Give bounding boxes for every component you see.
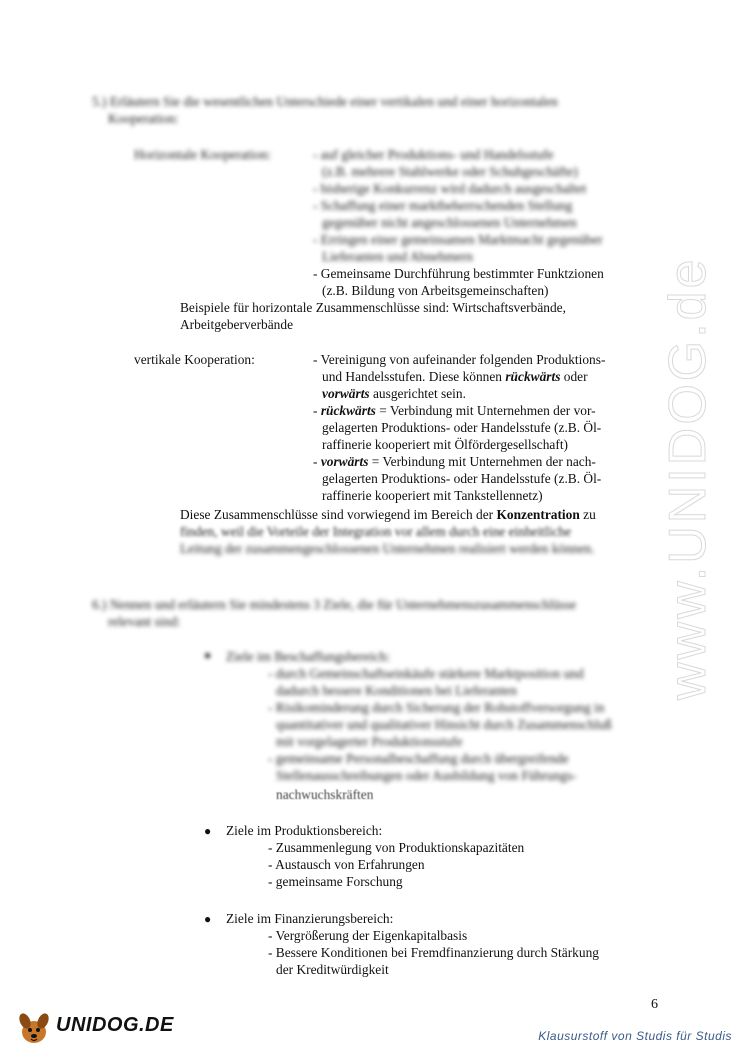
bullet-dot: ● [204,648,212,662]
horizontal-blur-line: - Erringen einer gemeinsamen Marktmacht gegenüber [313,232,603,247]
q5-heading-line1: 5.) Erläutern Sie die wesentlichen Unterschiede einer vertikalen und einer horizontalen [92,94,558,109]
bullet2-item: - gemeinsame Forschung [268,874,403,889]
vertical-point1-line2: und Handelsstufen. Diese können rückwärts oder [322,369,588,384]
bullet1-blur-line: quantitativer und qualitativer Hinsicht durch Zusammenschluß [276,717,612,732]
footer-slogan: Klausurstoff von Studis für Studis [538,1029,732,1043]
bullet3-item: - Vergrößerung der Eigenkapitalbasis [268,928,468,943]
unidog-logo [14,1008,184,1048]
bullet1-blur-line: mit vorgelagerter Produktionsstufe [276,734,463,749]
dog-icon [14,1008,54,1048]
horizontal-blur-line: gegenüber nicht angeschlossenen Unternehmen [322,215,577,230]
vertical-point3-line3: raffinerie kooperiert mit Tankstellennetz) [322,488,543,503]
horizontal-blur-line: - bisherige Konkurrenz wird dadurch ausgeschaltet [313,181,587,196]
horizontal-blur-line: - auf gleicher Produktions- und Handelsstufe [313,147,554,162]
bullet3-label: Ziele im Finanzierungsbereich: [226,911,394,926]
q6-heading-line1: 6.) Nennen und erläutern Sie mindestens 3 Ziele, die für Unternehmenszusammenschlüsse [92,597,577,612]
vertical-point1-line1: - Vereinigung von aufeinander folgenden Produktions- [313,352,606,367]
q5-heading-line2: Kooperation: [108,111,179,126]
vertical-label: vertikale Kooperation: [134,352,255,367]
bullet1-blur-line: - gemeinsame Personalbeschaffung durch übergreifende [268,751,569,766]
examples-line1: Beispiele für horizontale Zusammenschlüsse sind: Wirtschaftsverbände, [180,300,566,315]
vertical-point2-line2: gelagerten Produktions- oder Handelsstufe (z.B. Öl- [322,420,602,435]
bullet-dot: ● [204,912,212,926]
bullet3-last-line: der Kreditwürdigkeit [276,962,389,977]
horizontal-blur-line: - Schaffung einer marktbeherrschenden Stellung [313,198,573,213]
bullet1-blur-line: - durch Gemeinschaftseinkäufe stärkere Marktposition und [268,666,584,681]
bullet1-blur-line: - Risikominderung durch Sicherung der Rohstoffversorgung in [268,700,605,715]
horizontal-line-b: (z.B. Bildung von Arbeitsgemeinschaften) [322,283,549,298]
bullet-dot: ● [204,824,212,838]
vertical-point3-line1: - vorwärts = Verbindung mit Unternehmen der nach- [313,454,596,469]
q6-heading-line2: relevant sind: [108,614,181,629]
bullet1-blur-line: Stellenausschreibungen oder Ausbildung von Führungs- [276,768,577,783]
vertical-point3-line2: gelagerten Produktions- oder Handelsstufe (z.B. Öl- [322,471,602,486]
logo-text: UNIDOG.DE [56,1014,174,1036]
watermark: www.UNIDOG.de [659,256,717,700]
bullet1-last-line: nachwuchskräften [276,787,374,802]
vertical-point1-line3: vorwärts ausgerichtet sein. [322,386,466,401]
bullet2-item: - Zusammenlegung von Produktionskapazitäten [268,840,525,855]
horizontal-blur-line: Lieferanten und Abnehmern [322,249,473,264]
bullet1-blur-line: dadurch bessere Konditionen bei Lieferanten [276,683,517,698]
horizontal-line-a: - Gemeinsame Durchführung bestimmter Funktzionen [313,266,604,281]
vertical-point2-line3: raffinerie kooperiert mit Ölfördergesellschaft) [322,437,569,452]
horizontal-blur-line: (z.B. mehrere Stahlwerke oder Schuhgeschäfte) [322,164,578,179]
examples-line2: Arbeitgeberverbände [180,317,294,332]
page-number: 6 [651,997,658,1012]
conclusion-blur-line: finden, weil die Vorteile der Integration vor allem durch eine einheitliche [180,524,572,539]
bullet1-label: Ziele im Beschaffungsbereich: [226,649,391,664]
conclusion-line1: Diese Zusammenschlüsse sind vorwiegend im Bereich der Konzentration zu [180,507,596,522]
bullet2-item: - Austausch von Erfahrungen [268,857,425,872]
conclusion-blur-line: Leitung der zusammengeschlossenen Unternehmen realisiert werden können. [180,541,595,556]
bullet2-label: Ziele im Produktionsbereich: [226,823,383,838]
bullet3-item: - Bessere Konditionen bei Fremdfinanzierung durch Stärkung [268,945,599,960]
horizontal-label: Horizontale Kooperation: [134,147,272,162]
vertical-point2-line1: - rückwärts = Verbindung mit Unternehmen der vor- [313,403,596,418]
